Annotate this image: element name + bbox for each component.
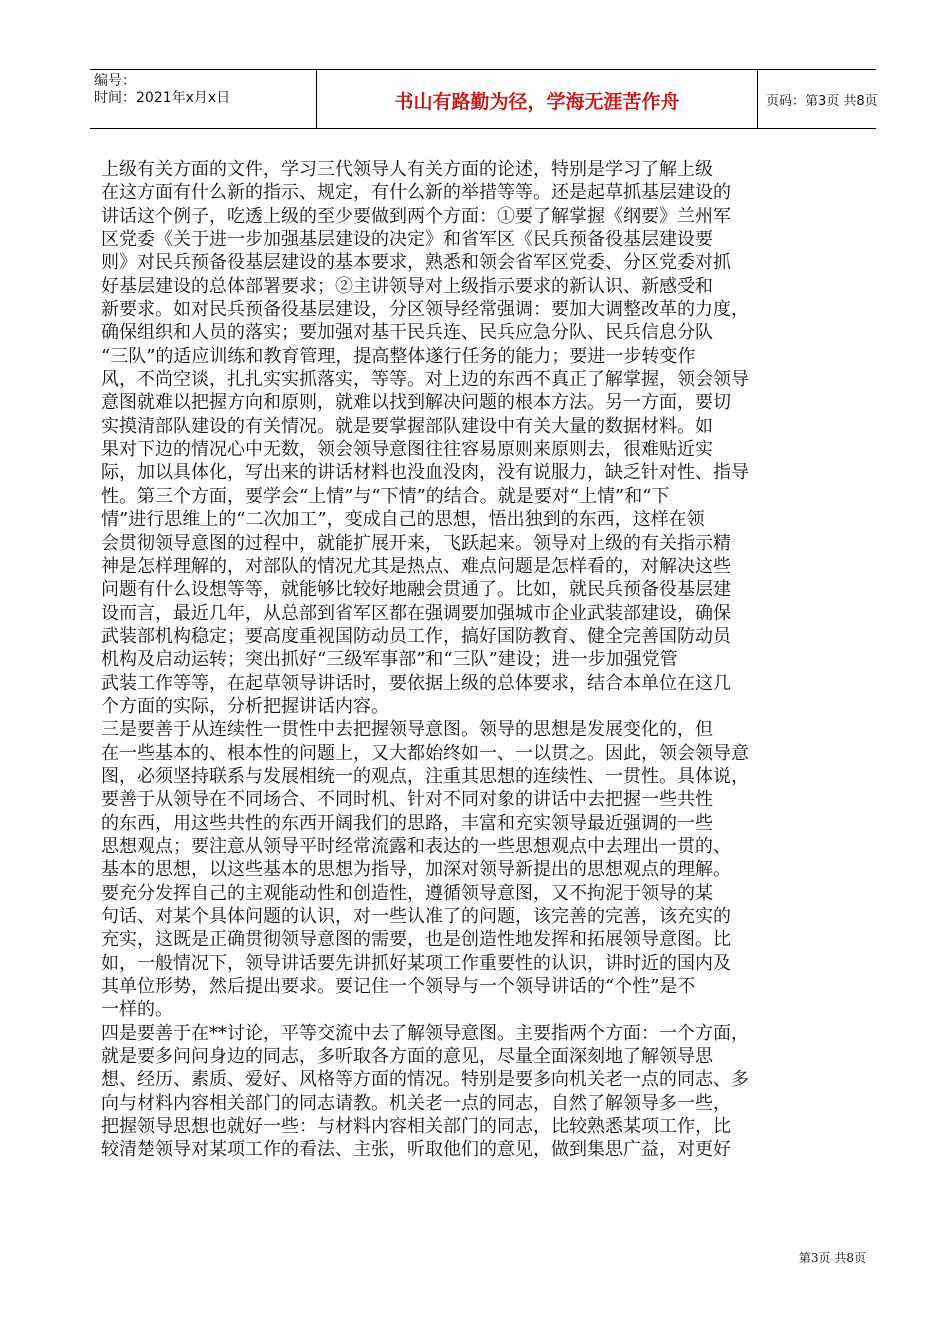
- text-line: 确保组织和人员的落实；要加强对基干民兵连、民兵应急分队、民兵信息分队: [101, 322, 713, 344]
- text-line: 上级有关方面的文件，学习三代领导人有关方面的论述，特别是学习了解上级: [101, 159, 713, 180]
- header-motto-cell: [316, 70, 758, 128]
- header-info: [90, 70, 316, 128]
- footer-page-number: 第3页 共8页: [798, 1251, 866, 1265]
- text-line: 际，加以具体化，写出来的讲话材料也没血没肉，没有说服力，缺乏针对性、指导: [101, 462, 749, 484]
- text-line: 向与材料内容相关部门的同志请教。机关老一点的同志，自然了解领导多一些，: [101, 1092, 731, 1114]
- text-line: 设而言，最近几年，从总部到省军区都在强调要加强城市企业武装部建设，确保: [101, 602, 731, 624]
- text-line: 要充分发挥自己的主观能动性和创造性，遵循领导意图，又不拘泥于领导的某: [101, 882, 713, 904]
- text-line: 武装部机构稳定；要高度重视国防动员工作，搞好国防教育、健全完善国防动员: [101, 625, 731, 647]
- text-line: 一样的。: [101, 999, 173, 1021]
- header-motto: 书山有路勤为径，学海无涯苦作舟: [394, 91, 680, 113]
- text-line: 果对下边的情况心中无数，领会领导意图往往容易原则来原则去，很难贴近实: [101, 439, 713, 461]
- text-line: 好基层建设的总体部署要求；②主讲领导对上级指示要求的新认识、新感受和: [101, 275, 713, 297]
- text-line: 区党委《关于进一步加强基层建设的决定》和省军区《民兵预备役基层建设要: [101, 229, 713, 251]
- body-text: [101, 158, 861, 1162]
- text-line: 四是要善于在**讨论，平等交流中去了解领导意图。主要指两个方面：一个方面，: [101, 1022, 749, 1044]
- text-line: 想、经历、素质、爱好、风格等方面的情况。特别是要多向机关老一点的同志、多: [101, 1069, 749, 1091]
- text-line: 在这方面有什么新的指示、规定，有什么新的举措等等。还是起草抓基层建设的: [101, 182, 731, 204]
- text-line: 武装工作等等，在起草领导讲话时，要依据上级的总体要求，结合本单位在这几: [101, 672, 731, 694]
- header-page-number: 页码：第3页 共8页: [766, 94, 878, 109]
- text-line: 充实，这既是正确贯彻领导意图的需要，也是创造性地发挥和拓展领导意图。比: [101, 929, 731, 951]
- text-line: 句话、对某个具体问题的认识，对一些认准了的问题，该完善的完善，该充实的: [101, 906, 731, 927]
- text-line: 三是要善于从连续性一贯性中去把握领导意图。领导的思想是发展变化的，但: [101, 719, 713, 741]
- doc-time-label: 时间：2021年x月x日: [94, 90, 231, 106]
- text-line: 神是怎样理解的，对部队的情况尤其是热点、难点问题是怎样看的，对解决这些: [101, 555, 731, 577]
- text-line: 实摸清部队建设的有关情况。就是要掌握部队建设中有关大量的数据材料。如: [101, 415, 713, 437]
- text-line: 性。第三个方面，要学会“上情”与“下情”的结合。就是要对“上情”和“下: [101, 485, 670, 507]
- text-line: 要善于从领导在不同场合、不同时机、针对不同对象的讲话中去把握一些共性: [101, 789, 713, 811]
- text-line: 就是要多问问身边的同志，多听取各方面的意见，尽量全面深刻地了解领导思: [101, 1046, 713, 1068]
- text-line: 风，不尚空谈，扎扎实实抓落实，等等。对上边的东西不真正了解掌握，领会领导: [101, 369, 749, 391]
- text-line: 讲话这个例子，吃透上级的至少要做到两个方面：①要了解掌握《纲要》兰州军: [101, 205, 731, 227]
- text-line: 意图就难以把握方向和原则，就难以找到解决问题的根本方法。另一方面，要切: [101, 392, 731, 414]
- text-line: 如，一般情况下，领导讲话要先讲抓好某项工作重要性的认识，讲时近的国内及: [101, 952, 731, 974]
- text-line: 较清楚领导对某项工作的看法、主张，听取他们的意见，做到集思广益，对更好: [101, 1139, 731, 1161]
- text-line: “三队”的适应训练和教育管理，提高整体遂行任务的能力；要进一步转变作: [101, 345, 696, 367]
- text-line: 思想观点；要注意从领导平时经常流露和表达的一些思想观点中去理出一贯的、: [101, 835, 731, 857]
- text-line: 在一些基本的、根本性的问题上，又大都始终如一、一以贯之。因此，领会领导意: [101, 742, 749, 764]
- text-line: 情”进行思维上的“二次加工”，变成自己的思想，悟出独到的东西，这样在领: [101, 509, 705, 531]
- text-line: 图，必须坚持联系与发展相统一的观点，注重其思想的连续性、一贯性。具体说，: [101, 765, 749, 787]
- text-line: 基本的思想，以这些基本的思想为指导，加深对领导新提出的思想观点的理解。: [101, 859, 731, 881]
- text-line: 新要求。如对民兵预备役基层建设，分区领导经常强调：要加大调整改革的力度，: [101, 299, 749, 321]
- text-line: 的东西，用这些共性的东西开阔我们的思路，丰富和充实领导最近强调的一些: [101, 812, 713, 834]
- text-line: 会贯彻领导意图的过程中，就能扩展开来，飞跃起来。领导对上级的有关指示精: [101, 532, 731, 554]
- text-line: 个方面的实际，分析把握讲话内容。: [101, 695, 389, 717]
- page-header: [90, 69, 876, 129]
- header-page-cell: [758, 70, 876, 128]
- text-line: 机构及启动运转；突出抓好“三级军事部”和“三队”建设；进一步加强党管: [101, 649, 678, 671]
- text-line: 把握领导思想也就好一些：与材料内容相关部门的同志，比较熟悉某项工作，比: [101, 1116, 731, 1138]
- doc-number-label: 编号：: [94, 73, 136, 89]
- text-line: 则》对民兵预备役基层建设的基本要求，熟悉和领会省军区党委、分区党委对抓: [101, 252, 731, 274]
- text-line: 问题有什么设想等等，就能够比较好地融会贯通了。比如，就民兵预备役基层建: [101, 579, 731, 601]
- text-line: 其单位形势，然后提出要求。要记住一个领导与一个领导讲话的“个性”是不: [101, 976, 696, 998]
